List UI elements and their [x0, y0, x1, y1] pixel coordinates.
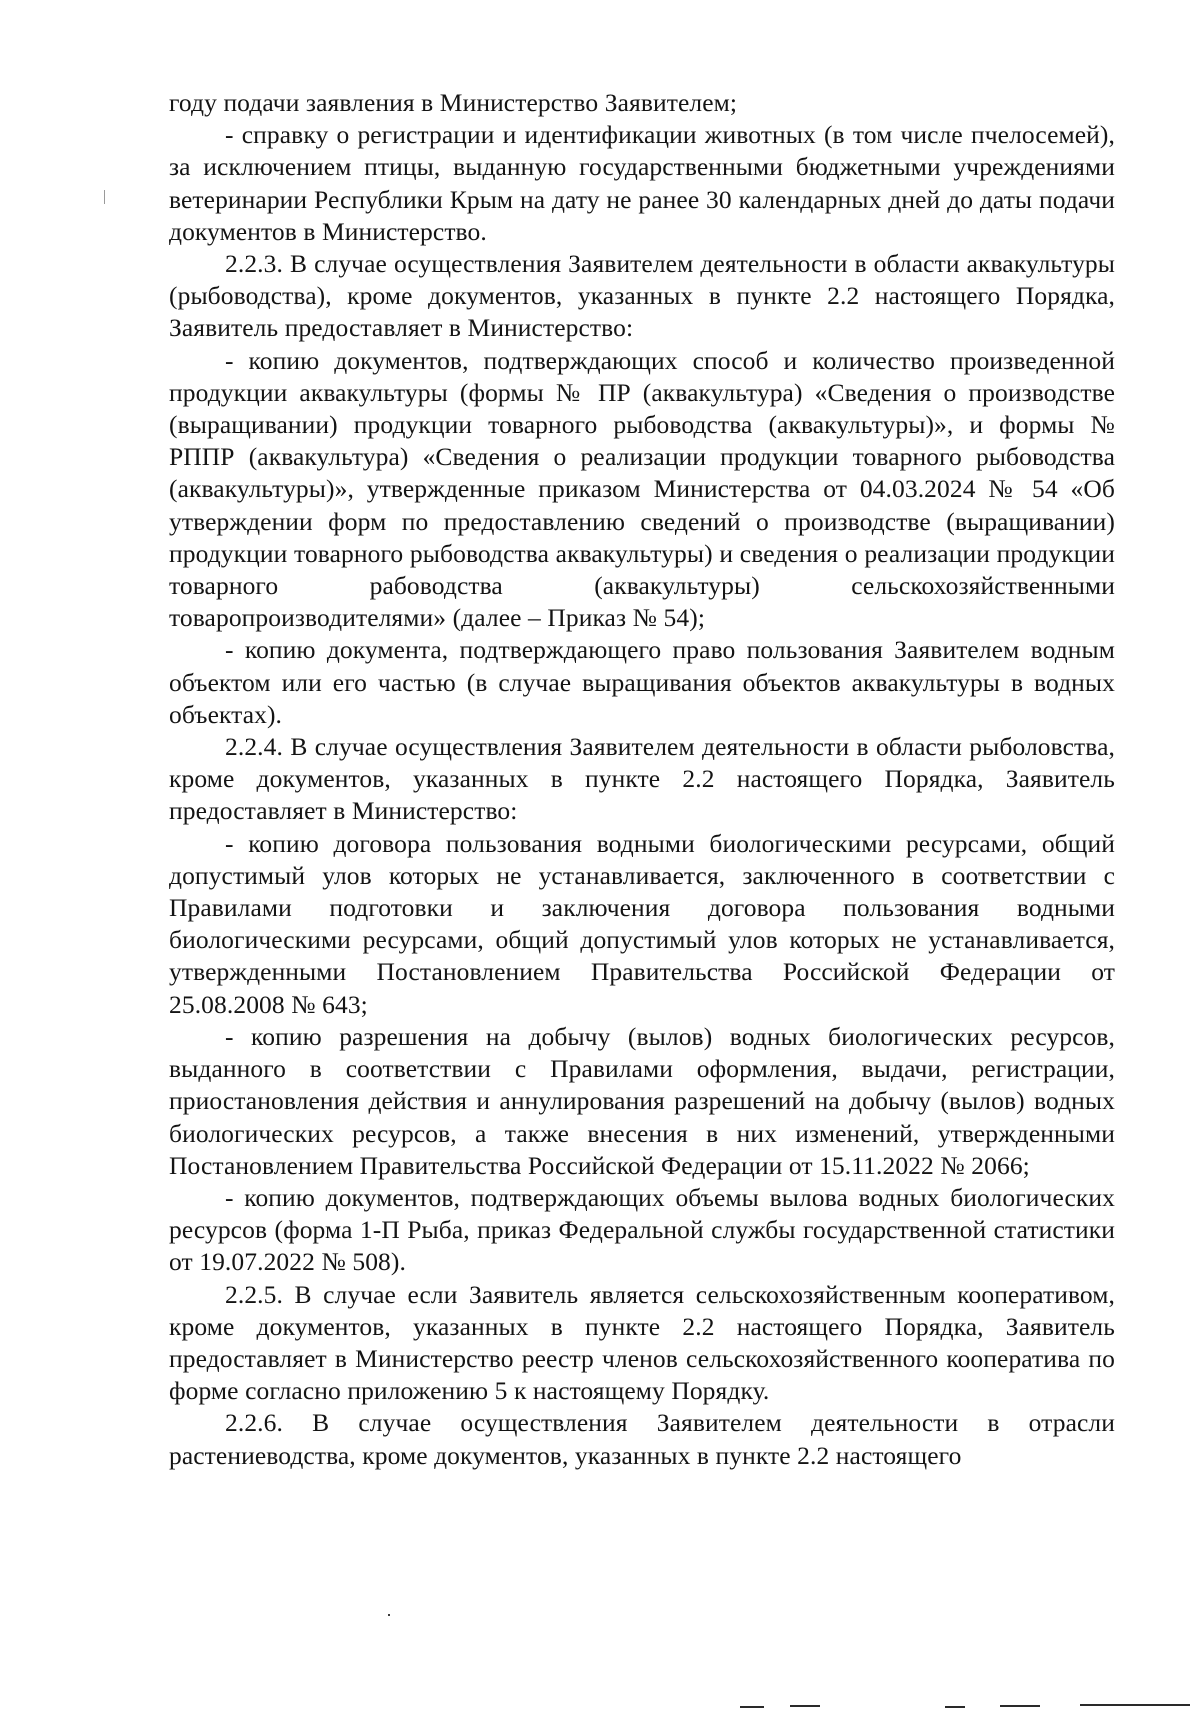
- paragraph-animal-registration: - справку о регистрации и идентификации животных (в том числе пчелосемей), за исключением птицы, выданную государственными бюджетными учреждениями ветеринарии Республики Крым на дату не ранее 30 календарных дней до даты подачи документов в Министерство.: [169, 120, 1115, 246]
- paragraph-water-object-right: - копию документа, подтверждающего право пользования Заявителем водным объектом или его частью (в случае выращивания объектов аквакультуры в водных объектах).: [169, 635, 1115, 729]
- paragraph-bioresources-contract: - копию договора пользования водными биологическими ресурсами, общий допустимый улов которых не устанавливается, заключенного в соответствии с Правилами подготовки и заключения договора пользования водными биологическими ресурсами, общий допустимый улов которых не устанавливается, утвержденными Постановлением Правительства Российской Федерации от 25.08.2008 № 643;: [169, 828, 1115, 1019]
- scan-artifact-line: [1080, 1704, 1190, 1706]
- scan-artifact-line: [945, 1706, 965, 1708]
- scan-artifact-line: [790, 1705, 820, 1707]
- paragraph-catch-permit: - копию разрешения на добычу (вылов) водных биологических ресурсов, выданного в соответствии с Правилами оформления, выдачи, регистрации, приостановления действия и аннулирования разрешений на добычу (вылов) водных биологических ресурсов, а также внесения в них изменений, утвержденными Постановлением Правительства Российской Федерации от 15.11.2022 № 2066;: [169, 1021, 1115, 1180]
- paragraph-2-2-5: 2.2.5. В случае если Заявитель является сельскохозяйственным кооперативом, кроме документов, указанных в пункте 2.2 настоящего Порядка, Заявитель предоставляет в Министерство реестр членов сельскохозяйственного кооператива по форме согласно приложению 5 к настоящему Порядку.: [169, 1279, 1115, 1406]
- document-body: [169, 87, 1115, 1472]
- paragraph-2-2-4: 2.2.4. В случае осуществления Заявителем деятельности в области рыболовства, кроме документов, указанных в пункте 2.2 настоящего Порядка, Заявитель предоставляет в Министерство:: [169, 732, 1115, 826]
- scan-artifact-line: [1000, 1705, 1040, 1707]
- paragraph-aquaculture-forms: - копию документов, подтверждающих способ и количество произведенной продукции аквакультуры (формы № ПР (аквакультура) «Сведения о производстве (выращивании) продукции товарного рыбоводства (аквакультуры)», и формы № РППР (аквакультура) «Сведения о реализации продукции товарного рыбоводства (аквакультуры)», утвержденные приказом Министерства от 04.03.2024 № 54 «Об утверждении форм по предоставлению сведений о производстве (выращивании) продукции товарного рыбоводства аквакультуры) и сведения о реализации продукции товарного рабоводства (аквакультуры) сельскохозяйственными товаропроизводителями» (далее – Приказ № 54);: [169, 345, 1115, 633]
- paragraph-continuation: году подачи заявления в Министерство Заявителем;: [169, 88, 738, 117]
- paragraph-2-2-6: 2.2.6. В случае осуществления Заявителем деятельности в отрасли растениеводства, кроме документов, указанных в пункте 2.2 настоящего: [169, 1408, 1115, 1470]
- scan-edge-mark: [104, 190, 105, 204]
- scan-artifact-line: [740, 1706, 764, 1708]
- paragraph-catch-volume: - копию документов, подтверждающих объемы вылова водных биологических ресурсов (форма 1-П Рыба, приказ Федеральной службы государственной статистики от 19.07.2022 № 508).: [169, 1182, 1115, 1277]
- scan-artifact-dot: [388, 1614, 390, 1616]
- paragraph-2-2-3: 2.2.3. В случае осуществления Заявителем деятельности в области аквакультуры (рыбоводства), кроме документов, указанных в пункте 2.2 настоящего Порядка, Заявитель предоставляет в Министерство:: [169, 249, 1115, 343]
